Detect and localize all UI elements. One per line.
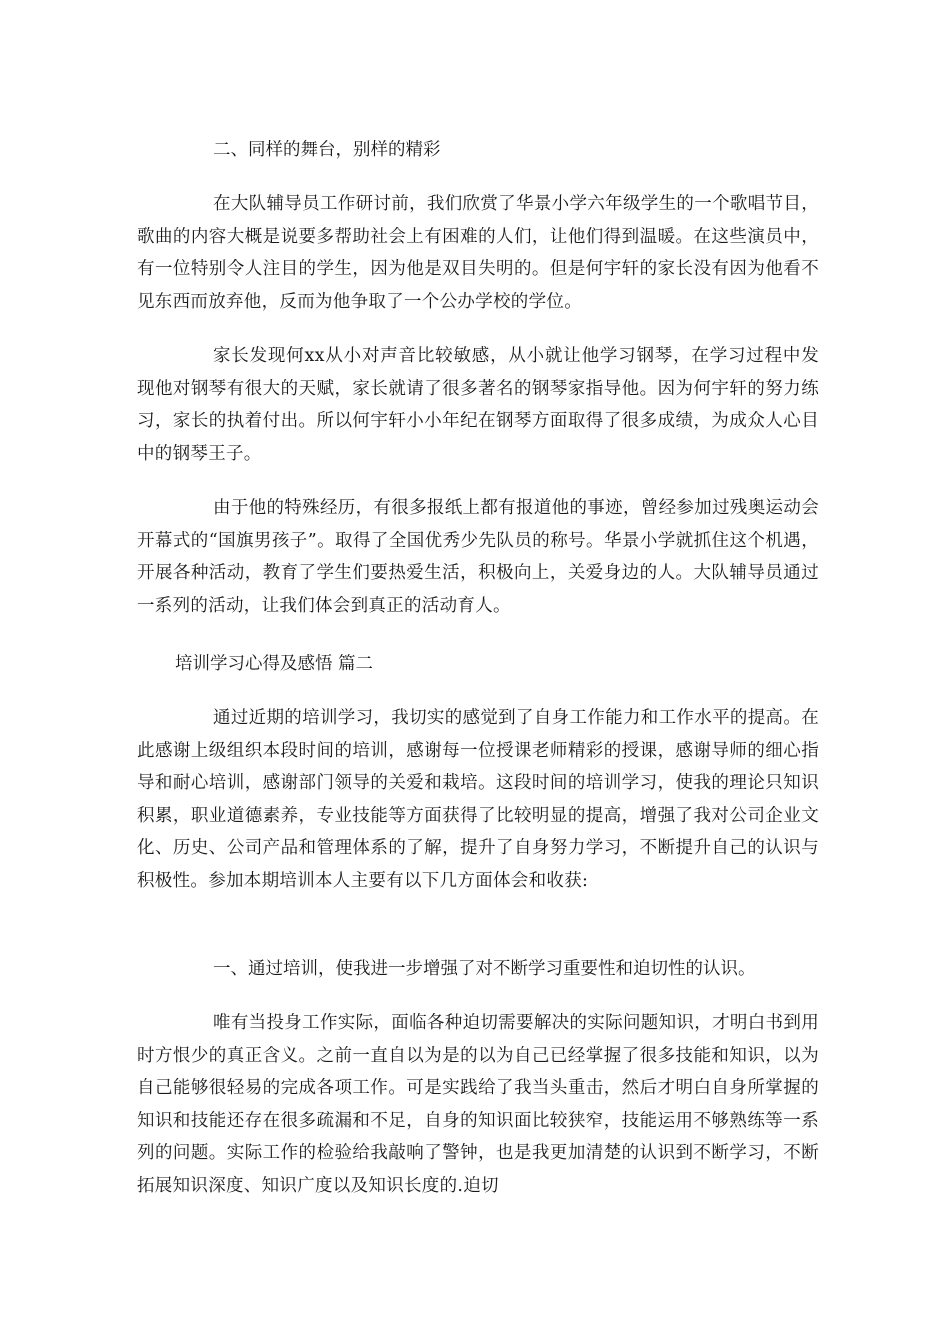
- paragraph: 家长发现何xx从小对声音比较敏感，从小就让他学习钢琴，在学习过程中发现他对钢琴有很大的天赋，家长就请了很多著名的钢琴家指导他。因为何宇轩的努力练习，家长的执着付出。所以何宇轩小小年纪在钢琴方面取得了很多成绩，为成众人心目中的钢琴王子。: [137, 346, 819, 464]
- section-heading: 培训学习心得及感悟 篇二: [175, 654, 374, 674]
- paragraph: 由于他的特殊经历，有很多报纸上都有报道他的事迹，曾经参加过残奥运动会开幕式的“国旗男孩子”。取得了全国优秀少先队员的称号。华景小学就抓住这个机遇，开展各种活动，教育了学生们要热爱生活，积极向上，关爱身边的人。大队辅导员通过一系列的活动，让我们体会到真正的活动育人。: [137, 498, 819, 616]
- paragraph: 唯有当投身工作实际，面临各种迫切需要解决的实际问题知识，才明白书到用时方恨少的真正含义。之前一直自以为是的以为自己已经掌握了很多技能和知识，以为自己能够很轻易的完成各项工作。可是实践给了我当头重击，然后才明白自身所掌握的知识和技能还存在很多疏漏和不足，自身的知识面比较狭窄，技能运用不够熟练等一系列的问题。实际工作的检验给我敲响了警钟，也是我更加清楚的认识到不断学习，不断拓展知识深度、知识广度以及知识长度的.迫切: [137, 1013, 819, 1196]
- section-heading: 二、同样的舞台，别样的精彩: [213, 140, 441, 160]
- paragraph: 在大队辅导员工作研讨前，我们欣赏了华景小学六年级学生的一个歌唱节目，歌曲的内容大概是说要多帮助社会上有困难的人们，让他们得到温暖。在这些演员中，有一位特别令人注目的学生，因为他是双目失明的。但是何宇轩的家长没有因为他看不见东西而放弃他，反而为他争取了一个公办学校的学位。: [137, 194, 819, 312]
- section-heading: 一、通过培训，使我进一步增强了对不断学习重要性和迫切性的认识。: [213, 959, 756, 979]
- paragraph: 通过近期的培训学习，我切实的感觉到了自身工作能力和工作水平的提高。在此感谢上级组织本段时间的培训，感谢每一位授课老师精彩的授课，感谢导师的细心指导和耐心培训，感谢部门领导的关爱和栽培。这段时间的培训学习，使我的理论只知识积累，职业道德素养，专业技能等方面获得了比较明显的提高，增强了我对公司企业文化、历史、公司产品和管理体系的了解，提升了自身努力学习，不断提升自己的认识与积极性。参加本期培训本人主要有以下几方面体会和收获:: [137, 708, 819, 891]
